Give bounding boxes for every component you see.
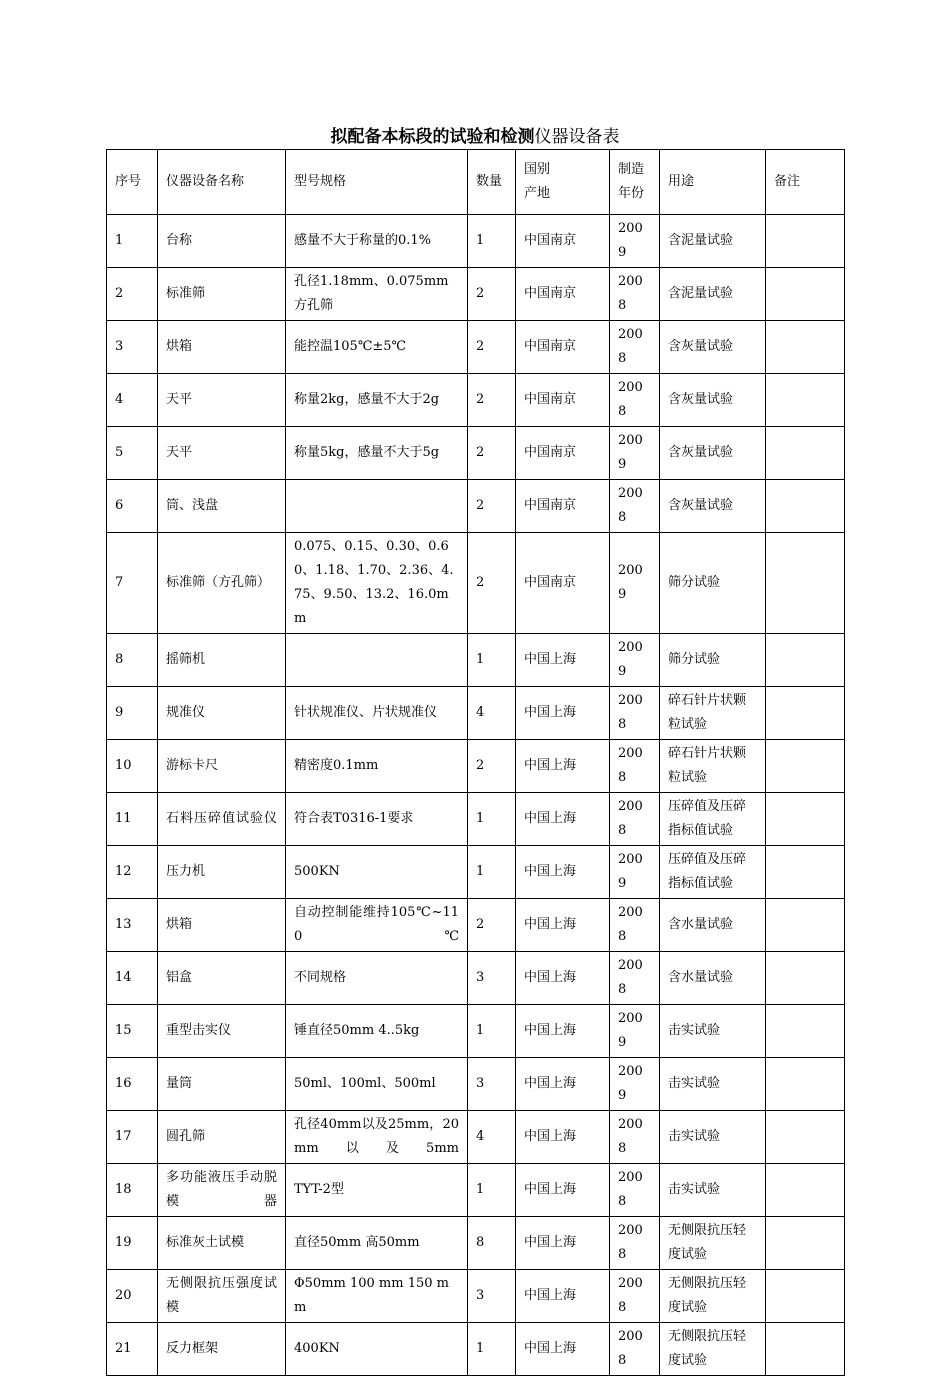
cell-qty: 2 (468, 268, 516, 321)
cell-origin: 中国上海 (516, 1111, 610, 1164)
cell-name: 筒、浅盘 (158, 480, 286, 533)
header-year-line2: 年份 (618, 186, 645, 201)
cell-index: 3 (107, 321, 158, 374)
cell-qty: 2 (468, 899, 516, 952)
cell-name: 无侧限抗压强度试模 (158, 1270, 286, 1323)
cell-year: 2009 (610, 1005, 660, 1058)
cell-year: 2009 (610, 634, 660, 687)
cell-name: 烘箱 (158, 321, 286, 374)
cell-origin: 中国南京 (516, 321, 610, 374)
cell-name: 石料压碎值试验仪 (158, 793, 286, 846)
cell-qty: 1 (468, 215, 516, 268)
cell-year: 2009 (610, 215, 660, 268)
cell-index: 5 (107, 427, 158, 480)
table-row (107, 846, 845, 899)
cell-origin: 中国南京 (516, 374, 610, 427)
cell-use: 碎石针片状颗粒试验 (660, 740, 766, 793)
cell-index: 18 (107, 1164, 158, 1217)
cell-note (766, 740, 845, 793)
cell-spec: 0.075、0.15、0.30、0.60、1.18、1.70、2.36、4.75、9.50、13.2、16.0mm (286, 533, 468, 634)
cell-use: 含泥量试验 (660, 268, 766, 321)
header-use: 用途 (660, 150, 766, 215)
cell-note (766, 1111, 845, 1164)
cell-index: 16 (107, 1058, 158, 1111)
title-normal-part: 仪器设备表 (534, 127, 620, 147)
cell-origin: 中国上海 (516, 1164, 610, 1217)
cell-spec: 500KN (286, 846, 468, 899)
cell-use: 筛分试验 (660, 634, 766, 687)
cell-qty: 2 (468, 740, 516, 793)
cell-spec: 50ml、100ml、500ml (286, 1058, 468, 1111)
cell-origin: 中国南京 (516, 533, 610, 634)
table-row (107, 1270, 845, 1323)
cell-spec: 不同规格 (286, 952, 468, 1005)
header-origin-line2: 产地 (524, 186, 551, 201)
table-row (107, 1323, 845, 1376)
cell-origin: 中国上海 (516, 634, 610, 687)
table-row (107, 1058, 845, 1111)
cell-note (766, 1217, 845, 1270)
equipment-table (106, 149, 845, 1376)
cell-use: 无侧限抗压轻度试验 (660, 1270, 766, 1323)
cell-year: 2009 (610, 1058, 660, 1111)
cell-index: 20 (107, 1270, 158, 1323)
cell-index: 7 (107, 533, 158, 634)
table-row (107, 1164, 845, 1217)
header-row (107, 150, 845, 215)
cell-note (766, 1323, 845, 1376)
header-name: 仪器设备名称 (158, 150, 286, 215)
cell-name: 铝盒 (158, 952, 286, 1005)
table-row (107, 899, 845, 952)
cell-use: 含灰量试验 (660, 427, 766, 480)
table-row (107, 1005, 845, 1058)
cell-name: 摇筛机 (158, 634, 286, 687)
cell-year: 2008 (610, 374, 660, 427)
cell-origin: 中国上海 (516, 687, 610, 740)
cell-year: 2008 (610, 793, 660, 846)
table-row (107, 740, 845, 793)
cell-qty: 1 (468, 1005, 516, 1058)
table-row (107, 374, 845, 427)
cell-year: 2008 (610, 1270, 660, 1323)
table-row (107, 793, 845, 846)
cell-spec: 直径50mm 高50mm (286, 1217, 468, 1270)
cell-note (766, 1005, 845, 1058)
cell-note (766, 846, 845, 899)
cell-spec: TYT-2型 (286, 1164, 468, 1217)
cell-origin: 中国上海 (516, 1058, 610, 1111)
cell-origin: 中国上海 (516, 1217, 610, 1270)
cell-qty: 2 (468, 321, 516, 374)
cell-origin: 中国上海 (516, 740, 610, 793)
cell-name: 规准仪 (158, 687, 286, 740)
title-bold-part: 拟配备本标段的试验和检测 (330, 127, 535, 147)
table-row (107, 687, 845, 740)
cell-index: 6 (107, 480, 158, 533)
header-spec: 型号规格 (286, 150, 468, 215)
cell-qty: 2 (468, 480, 516, 533)
cell-note (766, 480, 845, 533)
cell-year: 2009 (610, 427, 660, 480)
cell-note (766, 952, 845, 1005)
cell-qty: 2 (468, 533, 516, 634)
cell-note (766, 215, 845, 268)
header-index: 序号 (107, 150, 158, 215)
cell-year: 2008 (610, 740, 660, 793)
cell-qty: 1 (468, 846, 516, 899)
cell-year: 2008 (610, 899, 660, 952)
cell-qty: 3 (468, 1058, 516, 1111)
cell-index: 12 (107, 846, 158, 899)
cell-index: 19 (107, 1217, 158, 1270)
cell-index: 14 (107, 952, 158, 1005)
cell-name: 烘箱 (158, 899, 286, 952)
cell-origin: 中国上海 (516, 1005, 610, 1058)
cell-use: 筛分试验 (660, 533, 766, 634)
cell-note (766, 268, 845, 321)
cell-note (766, 321, 845, 374)
cell-use: 击实试验 (660, 1005, 766, 1058)
cell-year: 2008 (610, 268, 660, 321)
cell-year: 2009 (610, 533, 660, 634)
cell-use: 无侧限抗压轻度试验 (660, 1217, 766, 1270)
cell-note (766, 533, 845, 634)
cell-index: 11 (107, 793, 158, 846)
cell-spec: 自动控制能维持105℃~110℃ (286, 899, 468, 952)
cell-index: 15 (107, 1005, 158, 1058)
cell-name: 多功能液压手动脱模器 (158, 1164, 286, 1217)
cell-year: 2008 (610, 1217, 660, 1270)
cell-spec: 符合表T0316-1要求 (286, 793, 468, 846)
cell-name: 天平 (158, 374, 286, 427)
cell-index: 10 (107, 740, 158, 793)
cell-note (766, 427, 845, 480)
cell-spec: 感量不大于称量的0.1% (286, 215, 468, 268)
table-row (107, 215, 845, 268)
table-row (107, 427, 845, 480)
cell-origin: 中国上海 (516, 1270, 610, 1323)
cell-spec: 精密度0.1mm (286, 740, 468, 793)
cell-use: 含灰量试验 (660, 374, 766, 427)
cell-qty: 8 (468, 1217, 516, 1270)
cell-spec: 孔径40mm以及25mm，20mm以及5mm (286, 1111, 468, 1164)
table-row (107, 634, 845, 687)
cell-name: 标准筛（方孔筛） (158, 533, 286, 634)
cell-use: 碎石针片状颗粒试验 (660, 687, 766, 740)
cell-note (766, 1058, 845, 1111)
cell-origin: 中国上海 (516, 899, 610, 952)
cell-qty: 2 (468, 374, 516, 427)
table-row (107, 480, 845, 533)
cell-use: 击实试验 (660, 1111, 766, 1164)
cell-qty: 1 (468, 1323, 516, 1376)
table-row (107, 1217, 845, 1270)
header-origin (516, 150, 610, 215)
cell-origin: 中国南京 (516, 427, 610, 480)
header-year (610, 150, 660, 215)
cell-qty: 1 (468, 793, 516, 846)
cell-spec (286, 480, 468, 533)
cell-year: 2008 (610, 1111, 660, 1164)
cell-index: 17 (107, 1111, 158, 1164)
cell-spec: 针状规准仪、片状规准仪 (286, 687, 468, 740)
cell-note (766, 1164, 845, 1217)
cell-qty: 4 (468, 687, 516, 740)
cell-index: 2 (107, 268, 158, 321)
cell-qty: 3 (468, 1270, 516, 1323)
cell-qty: 2 (468, 427, 516, 480)
cell-name: 量筒 (158, 1058, 286, 1111)
table-row (107, 533, 845, 634)
cell-name: 台称 (158, 215, 286, 268)
header-origin-line1: 国别 (524, 162, 551, 177)
cell-year: 2008 (610, 687, 660, 740)
cell-year: 2009 (610, 846, 660, 899)
cell-qty: 3 (468, 952, 516, 1005)
table-row (107, 952, 845, 1005)
cell-name: 天平 (158, 427, 286, 480)
cell-note (766, 793, 845, 846)
table-body (107, 150, 845, 1376)
cell-spec: 能控温105℃±5℃ (286, 321, 468, 374)
cell-use: 含水量试验 (660, 952, 766, 1005)
cell-origin: 中国上海 (516, 846, 610, 899)
cell-name: 标准灰土试模 (158, 1217, 286, 1270)
cell-qty: 4 (468, 1111, 516, 1164)
cell-origin: 中国上海 (516, 793, 610, 846)
cell-origin: 中国上海 (516, 1323, 610, 1376)
cell-year: 2008 (610, 321, 660, 374)
header-note: 备注 (766, 150, 845, 215)
cell-origin: 中国南京 (516, 480, 610, 533)
table-row (107, 321, 845, 374)
cell-use: 含水量试验 (660, 899, 766, 952)
cell-note (766, 374, 845, 427)
cell-name: 标准筛 (158, 268, 286, 321)
header-year-line1: 制造 (618, 162, 645, 177)
table-row (107, 268, 845, 321)
cell-year: 2008 (610, 1164, 660, 1217)
header-qty: 数量 (468, 150, 516, 215)
cell-spec: 孔径1.18mm、0.075mm方孔筛 (286, 268, 468, 321)
cell-name: 重型击实仪 (158, 1005, 286, 1058)
cell-year: 2008 (610, 480, 660, 533)
cell-name: 游标卡尺 (158, 740, 286, 793)
cell-index: 9 (107, 687, 158, 740)
cell-note (766, 899, 845, 952)
cell-year: 2008 (610, 1323, 660, 1376)
cell-origin: 中国南京 (516, 215, 610, 268)
cell-use: 击实试验 (660, 1164, 766, 1217)
cell-year: 2008 (610, 952, 660, 1005)
cell-use: 击实试验 (660, 1058, 766, 1111)
cell-index: 4 (107, 374, 158, 427)
cell-origin: 中国上海 (516, 952, 610, 1005)
cell-note (766, 1270, 845, 1323)
cell-name: 压力机 (158, 846, 286, 899)
cell-origin: 中国南京 (516, 268, 610, 321)
cell-index: 1 (107, 215, 158, 268)
page-title (0, 125, 950, 149)
cell-use: 含泥量试验 (660, 215, 766, 268)
cell-use: 含灰量试验 (660, 321, 766, 374)
cell-qty: 1 (468, 1164, 516, 1217)
cell-use: 压碎值及压碎指标值试验 (660, 846, 766, 899)
cell-spec: 400KN (286, 1323, 468, 1376)
cell-name: 反力框架 (158, 1323, 286, 1376)
cell-spec: Φ50mm 100 mm 150 mm (286, 1270, 468, 1323)
cell-index: 21 (107, 1323, 158, 1376)
cell-qty: 1 (468, 634, 516, 687)
cell-spec: 锤直径50mm 4..5kg (286, 1005, 468, 1058)
cell-note (766, 687, 845, 740)
cell-spec: 称量5kg，感量不大于5g (286, 427, 468, 480)
cell-note (766, 634, 845, 687)
cell-name: 圆孔筛 (158, 1111, 286, 1164)
cell-use: 无侧限抗压轻度试验 (660, 1323, 766, 1376)
cell-index: 13 (107, 899, 158, 952)
cell-index: 8 (107, 634, 158, 687)
table-row (107, 1111, 845, 1164)
cell-spec (286, 634, 468, 687)
cell-use: 含灰量试验 (660, 480, 766, 533)
cell-use: 压碎值及压碎指标值试验 (660, 793, 766, 846)
cell-spec: 称量2kg，感量不大于2g (286, 374, 468, 427)
